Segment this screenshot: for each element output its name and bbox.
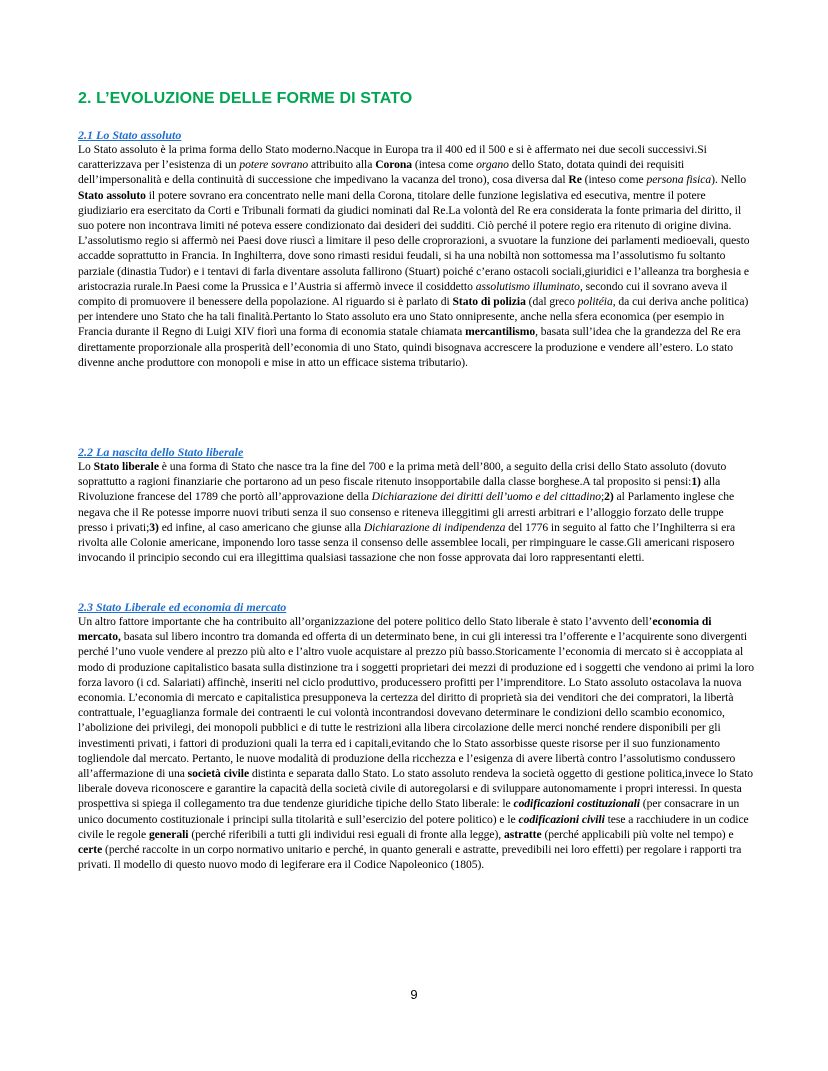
- text-run: è una forma di Stato che nasce tra la fine del 700 e la prima metà dell’800, a seguito della crisi dello Stato assoluto (dovuto soprattutto a ragioni finanziarie che portarono ad un peso fiscale ritenuto insopportabile dalla classe borghese.A tal proposito si pensi:: [78, 460, 727, 489]
- text-run: , da cui deriva anche politica) per intendere uno Stato che ha tali finalità.Pertanto lo Stato assoluto era uno Stato onnipresente, anche nella sfera economica (per esempio in Francia durante il Regno di Luigi XIV fiorì una forma di economia statale chiamata: [78, 295, 749, 339]
- section-title: 2.3 Stato Liberale ed economia di mercato: [78, 600, 287, 614]
- text-run: Lo Stato assoluto è la prima forma dello Stato moderno.Nacque in Europa tra il 400 ed il 500 e si è affermato nei due secoli successivi.Si caratterizzava per l’esistenza di un: [78, 143, 707, 172]
- text-run: (per consacrare in un unico documento costituzionale i principi sulla titolarità e sull’esercizio del potere politico) e le: [78, 797, 740, 826]
- bold-text: astratte: [504, 827, 542, 841]
- text-run: basata sul libero incontro tra domanda ed offerta di un determinato bene, in cui gli interessi tra l’offerente e l’acquirente sono divergenti perché l’uno vuole vendere al prezzo più alto e l’altro vuole acquistare al prezzo più basso.Storicamente l’economia di mercato si è accoppiata al modo di produzione capitalistico basata sulla distinzione tra i soggetti proprietari dei mezzi di produzione ed i soggetti che vendono ai primi la loro forza lavoro (i cd. Salariati) affinchè, inseriti nel ciclo produttivo, producessero profitti per l’imprenditore. Lo Stato assoluto ostacolava la nuova economia. L’economia di mercato e capitalistica presupponeva la certezza del diritto di proprietà sia dei venditori che dei compratori, la libertà contrattuale, l’eguaglianza formale dei contraenti le cui volontà incontrandosi dovevano determinare le condizioni dello scambio economico, l’abolizione dei privilegi, dei monopoli pubblici e di tutte le restrizioni alla libera circolazione delle merci nonché rendere disponibili per gli investimenti privati, i fattori di produzioni quali la terra ed i capitali,evitando che lo Stato assorbisse queste risorse per il suo funzionamento togliendole dal mercato. Pertanto, le nuove modalità di produzione della ricchezza e l’esigenza di avere libertà contro l’assolutismo condussero all’affermazione di una: [78, 630, 754, 781]
- section-stato-liberale: [78, 445, 754, 565]
- italic-text: Dichiarazione di indipendenza: [363, 520, 506, 534]
- bold-text: 2): [604, 490, 614, 504]
- text-run: (perché applicabili più volte nel tempo) e: [541, 827, 734, 841]
- text-run: tese a racchiudere in un codice civile le regole: [78, 812, 749, 841]
- bold-text: Re: [568, 173, 582, 187]
- bold-text: economia di mercato,: [78, 615, 712, 644]
- text-run: attribuito alla: [308, 158, 376, 172]
- section-paragraph: [78, 142, 754, 370]
- text-run: , secondo cui il sovrano aveva il compito di promuovere il benessere della popolazione. Al riguardo si è parlato di: [78, 279, 728, 309]
- text-run: Un altro fattore importante che ha contribuito all’organizzazione del potere politico dello Stato liberale è stato l’avvento dell’: [78, 615, 653, 628]
- bold-italic-text: codificazioni civili: [518, 812, 605, 826]
- bold-text: Corona: [375, 158, 413, 172]
- text-run: Lo: [78, 460, 94, 473]
- text-run: (perché riferibili a tutti gli individui resi eguali di fronte alla legge),: [188, 827, 504, 841]
- text-run: al Parlamento inglese che negava che il Re potesse imporre nuovi tributi senza il suo consenso e riteneva illeggitimi gli arresti arbitrari e l’alloggio forzato delle truppe presso i privati;: [78, 490, 735, 534]
- text-run: ). Nello: [711, 173, 747, 187]
- section-paragraph: [78, 459, 754, 565]
- text-run: il potere sovrano era concentrato nelle mani della Corona, titolare delle funzione legislativa ed esecutiva, mentre il potere giudiziario era esercitato da Corti e Tribunali formati da giudici nominati dal Re.La volontà del Re era considerata la fonte primaria del diritto, il suo potere non incontrava limiti né poteva essere condizionato dai desideri dei sudditi. Ciò perché il potere regio era ritenuto di origine divina. L’assolutismo regio si affermò nei Paesi dove riuscì a limitare il peso delle croprorazioni, a svuotare la funzione dei parlamenti medioevali, questo accadde soprattutto in Francia. In Inghilterra, dove sono rimasti residui feudali, si ha una nobiltà non sottomessa ma l’assolutismo fu soltanto parziale (dinastia Tudor) e i tentavi di farla diventare assoluta fallirono (Stuart) poiché c’erano ostacoli sociali,giuridici e l’alleanza tra borghesia e aristocrazia rurale.In Paesi come la Prussica e l’Austria si affermò invece il cosiddetto: [78, 188, 750, 293]
- text-run: ed infine, al caso americano che giunse alla: [158, 520, 364, 534]
- italic-text: organo: [476, 158, 509, 172]
- italic-text: persona fisica: [646, 173, 712, 187]
- text-run: del 1776 in seguito al fatto che l’Inghilterra si era rivolta alle Colonie americane, imponendo loro tasse senza il consenso delle assemblee locali, per rimpinguare le casse.Gli americani risposero invocando il principio secondo cui era illegittima qualsiasi tassazione che non fosse approvata dai loro rappresentanti eletti.: [78, 520, 736, 565]
- bold-text: 1): [691, 475, 701, 489]
- text-run: alla Rivoluzione francese del 1789 che portò all’approvazione della: [78, 475, 721, 504]
- bold-text: 3): [149, 520, 159, 534]
- section-title: 2.2 La nascita dello Stato liberale: [78, 445, 244, 459]
- bold-text: Stato assoluto: [78, 188, 146, 202]
- bold-text: società civile: [187, 767, 250, 781]
- italic-text: politéia: [577, 295, 613, 309]
- text-run: distinta e separata dallo Stato. Lo stato assoluto rendeva la società oggetto di gestione politica,invece lo Stato liberale doveva riconoscere e garantire la capacità della società civile di autoregolarsi e di sviluppare autonomamente i propri interessi. In questa prospettiva si spiega il collegamento tra due tendenze giuridiche tipiche dello Stato liberale: le: [78, 767, 753, 811]
- italic-text: potere sovrano: [239, 158, 309, 172]
- page-number: 9: [410, 987, 418, 1002]
- chapter-title: 2. L’EVOLUZIONE DELLE FORME DI STATO: [78, 90, 413, 107]
- bold-text: certe: [78, 843, 103, 857]
- section-paragraph: [78, 614, 754, 872]
- section-stato-assoluto: [78, 128, 754, 370]
- italic-text: Dichiarazione dei diritti dell’uomo e del cittadino: [371, 490, 601, 504]
- text-run: , basata sull’idea che la grandezza del Re era direttamente proporzionale alla prosperità dell’economia di uno Stato, quindi bisognava accrescere la produzione e vendere all’estero. Lo stato divenne anche produttore con monopoli e mise in atto un efficace sistema tributario).: [78, 325, 741, 369]
- section-economia-di-mercato: [78, 600, 754, 872]
- text-run: (intesa come: [412, 158, 477, 172]
- bold-text: Stato liberale: [93, 460, 159, 473]
- text-run: (perché raccolte in un corpo normativo unitario e perché, in quanto generali e astratte, prevedibili nei loro effetti) per regolare i rapporti tra privati. Il modello di questo nuovo modo di legiferare era il Codice Napoleonico (1805).: [78, 843, 742, 872]
- bold-italic-text: codificazioni costituzionali: [513, 797, 640, 811]
- bold-text: Stato di polizia: [452, 295, 526, 309]
- section-title: 2.1 Lo Stato assoluto: [78, 128, 182, 142]
- text-run: dello Stato, dotata quindi dei requisiti dell’impersonalità e della continuità di successione che impedivano la vacanza del trono), cosa diversa dal: [78, 158, 685, 187]
- text-run: (dal greco: [525, 295, 578, 309]
- text-run: (inteso come: [581, 173, 647, 187]
- bold-text: mercantilismo: [465, 325, 536, 339]
- bold-text: generali: [148, 827, 189, 841]
- italic-text: assolutismo illuminato: [475, 279, 580, 293]
- text-run: ;: [600, 490, 605, 504]
